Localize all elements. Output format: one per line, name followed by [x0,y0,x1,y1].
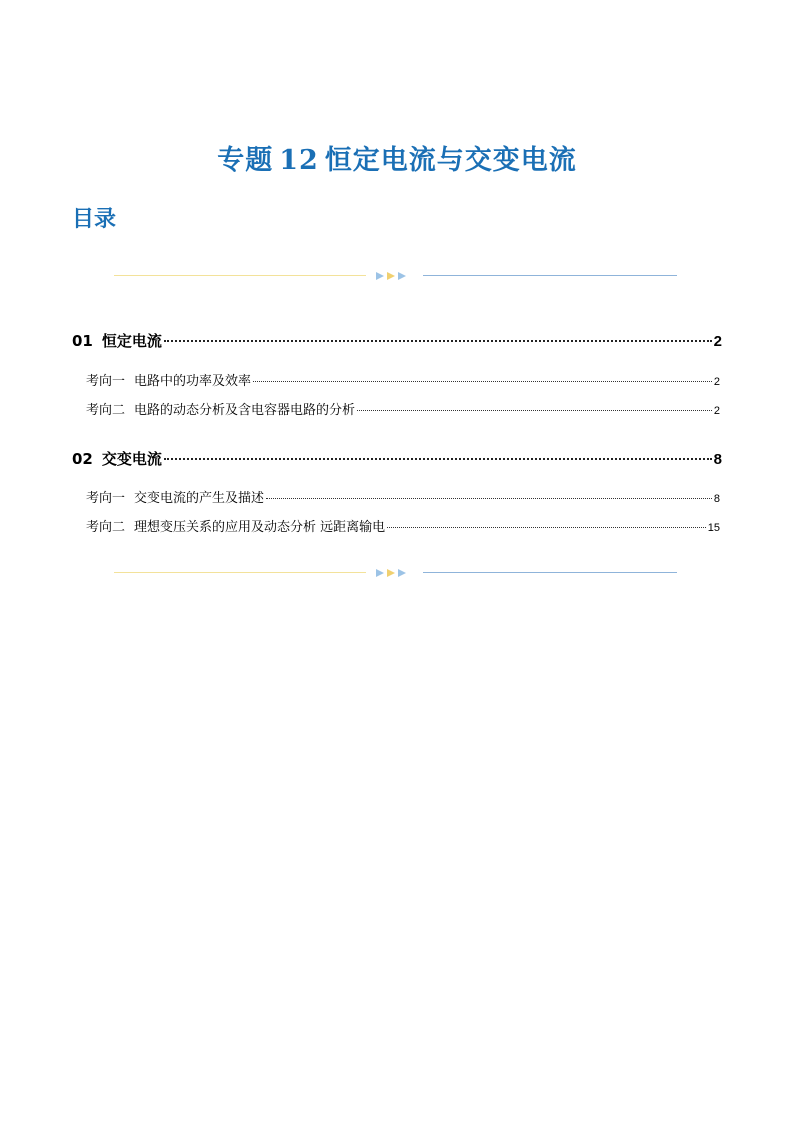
divider-line-right [423,572,677,573]
title-prefix: 专题 [217,145,274,176]
toc-item-label: 电路中的功率及效率 [134,374,252,389]
divider-line-left [114,275,366,276]
toc-leader-dots [266,498,712,499]
divider-arrows-icon [374,567,414,579]
bottom-divider [114,567,677,579]
toc-item-prefix: 考向二 [86,520,126,535]
toc-page-number: 2 [713,376,720,388]
top-divider [114,270,677,282]
toc-item-1-2[interactable] [86,399,720,418]
toc-section-label: 恒定电流 [101,332,162,350]
toc-page-number: 2 [713,405,720,417]
divider-arrows-icon [374,270,414,282]
toc-section-number: 01 [72,332,93,350]
toc-section-label: 交变电流 [101,450,162,468]
toc-item-2-2[interactable] [86,516,720,535]
title-suffix: 恒定电流与交变电流 [324,145,577,176]
toc-section-2[interactable] [72,448,722,469]
toc-leader-dots [164,340,712,342]
page-title [0,138,794,177]
toc-page-number: 8 [713,493,720,505]
toc-item-label: 交变电流的产生及描述 [134,491,265,506]
toc-page-number: 15 [707,522,720,534]
toc-section-number: 02 [72,450,93,468]
toc-page-number: 2 [713,333,722,350]
toc-heading: 目录 [72,207,117,232]
toc-leader-dots [387,527,706,528]
divider-line-left [114,572,366,573]
toc-section-1[interactable] [72,330,722,351]
toc-item-label: 理想变压关系的应用及动态分析 远距离输电 [134,520,386,535]
toc-item-1-1[interactable] [86,370,720,389]
title-number: 12 [279,145,319,176]
toc-leader-dots [357,410,712,411]
toc-page-number: 8 [713,451,722,468]
toc-item-prefix: 考向一 [86,491,126,506]
divider-line-right [423,275,677,276]
toc-leader-dots [164,458,712,460]
toc-leader-dots [253,381,712,382]
toc-item-prefix: 考向二 [86,403,126,418]
toc-item-prefix: 考向一 [86,374,126,389]
toc-item-label: 电路的动态分析及含电容器电路的分析 [134,403,356,418]
toc-item-2-1[interactable] [86,487,720,506]
